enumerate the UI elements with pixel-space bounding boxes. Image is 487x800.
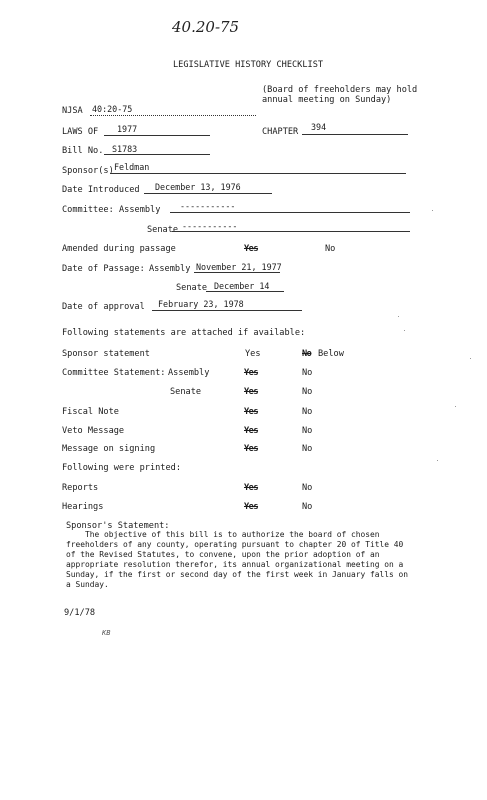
committee-senate-underline [172,231,410,232]
date-approval-label: Date of approval [62,302,145,312]
fiscal-note-label: Fiscal Note [62,407,119,417]
statement-line-5: Sunday, if the first or second day of the first week in January falls on [66,570,409,579]
statement-line-1: The objective of this bill is to authorize the board of chosen [66,530,380,539]
committee-assembly-no: No [302,368,313,378]
message-signing-no: No [302,444,313,454]
reports-label: Reports [62,483,99,493]
veto-message-no: No [302,426,313,436]
veto-message-label: Veto Message [62,426,125,436]
committee-label: Committee: [62,205,114,215]
sponsor-underline [110,173,406,174]
message-signing-yes-struck: Yes [244,444,259,454]
printed-heading: Following were printed: [62,463,181,473]
page-title: LEGISLATIVE HISTORY CHECKLIST [173,60,324,70]
laws-of-value: 1977 [117,124,138,134]
amended-yes-struck: Yes [244,244,259,254]
sponsor-value: Feldman [114,162,150,172]
committee-statement-senate: Senate [170,387,202,397]
committee-assembly-underline [170,212,410,213]
handwritten-file-number: 40.20-75 [172,18,240,36]
bill-no-label: Bill No. [62,146,104,156]
committee-assembly-label: Assembly [119,205,161,215]
committee-assembly-yes-struck: Yes [244,368,259,378]
date-approval-value: February 23, 1978 [158,299,244,309]
date-introduced-label: Date Introduced [62,185,140,195]
message-signing-label: Message on signing [62,444,156,454]
scan-speck [455,406,456,407]
njsa-underline [90,115,256,116]
hearings-yes-struck: Yes [244,502,259,512]
statement-line-6: a Sunday. [66,580,109,589]
committee-statement-assembly: Assembly [168,368,210,378]
committee-senate-label: Senate [147,225,179,235]
scan-speck [470,358,471,359]
chapter-underline [302,134,408,135]
sponsor-statement-label: Sponsor statement [62,349,150,359]
fiscal-note-yes-struck: Yes [244,407,259,417]
date-introduced-value: December 13, 1976 [155,182,241,192]
fiscal-note-no: No [302,407,313,417]
bill-no-underline [104,154,210,155]
chapter-value: 394 [311,122,327,132]
amended-no: No [325,244,336,254]
passage-senate-underline [206,291,284,292]
committee-senate-value: ----------- [182,221,238,231]
reports-yes-struck: Yes [244,483,259,493]
scan-speck [432,210,433,211]
hearings-label: Hearings [62,502,104,512]
sponsor-statement-no-struck: No [302,349,312,359]
title-note-line-2: annual meeting on Sunday) [262,95,392,105]
amended-label: Amended during passage [62,244,176,254]
footer-initials: KB [102,629,111,637]
scan-speck [404,330,405,331]
sponsor-statement-yes: Yes [245,349,261,359]
passage-assembly-underline [194,272,280,273]
statement-line-2: freeholders of any county, operating pursuant to chapter 20 of Title 40 [66,540,404,549]
sponsor-label: Sponsor(s) [62,166,114,176]
title-note-line-1: (Board of freeholders may hold [262,85,418,95]
sponsor-statement-below: Below [318,349,344,359]
njsa-label: NJSA [62,106,83,116]
passage-assembly-label: Assembly [149,264,191,274]
statement-line-4: appropriate resolution therefor, its annual organizational meeting on a [66,560,404,569]
footer-date: 9/1/78 [64,608,96,618]
scan-speck [398,316,399,317]
sponsor-statement-heading: Sponsor's Statement: [66,521,170,531]
committee-assembly-value: ----------- [180,201,236,211]
committee-statement-label: Committee Statement: [62,368,166,378]
reports-no: No [302,483,313,493]
hearings-no: No [302,502,313,512]
passage-senate-label: Senate [176,283,208,293]
bill-no-value: S1783 [112,144,138,154]
date-introduced-underline [144,193,272,194]
committee-senate-no: No [302,387,313,397]
passage-assembly-value: November 21, 1977 [196,262,282,272]
statement-line-3: of the Revised Statutes, to convene, upon the prior adoption of an [66,550,380,559]
veto-message-yes-struck: Yes [244,426,259,436]
laws-of-underline [104,135,210,136]
attached-heading: Following statements are attached if available: [62,328,306,338]
laws-of-label: LAWS OF [62,127,99,137]
committee-senate-yes-struck: Yes [244,387,259,397]
chapter-label: CHAPTER [262,127,299,137]
passage-senate-value: December 14 [214,281,270,291]
njsa-value: 40:20-75 [92,104,133,114]
date-passage-label: Date of Passage: [62,264,145,274]
scan-speck [437,460,438,461]
date-approval-underline [152,310,302,311]
